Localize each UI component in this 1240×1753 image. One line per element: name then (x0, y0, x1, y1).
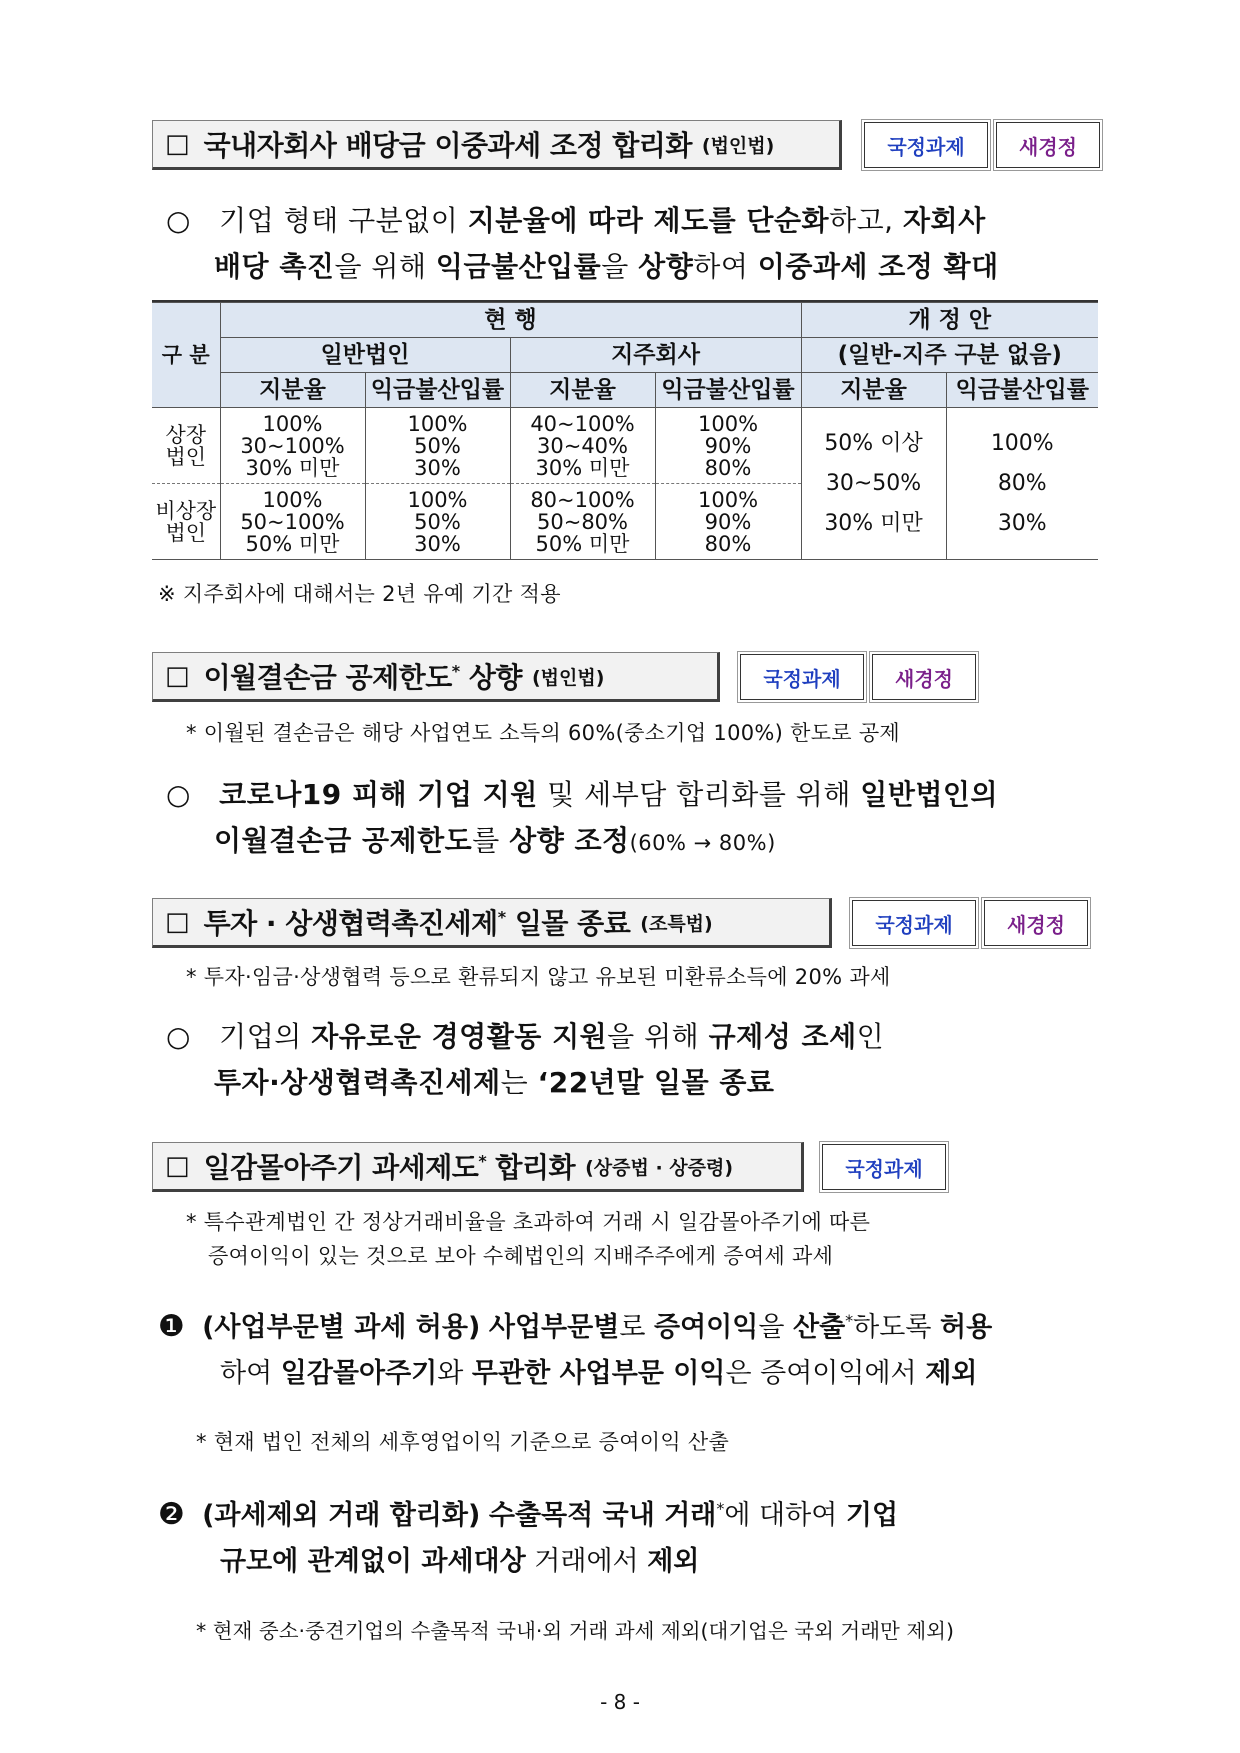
section1-header (152, 120, 1100, 170)
section4-title-bar (152, 1142, 804, 1192)
section4-item2 (158, 1486, 898, 1585)
listed-gen-share: 100% 30~100% 30% 미만 (220, 408, 365, 484)
section4-header (152, 1142, 947, 1192)
item2-line1: ❷ (과세제외 거래 합리화) 수출목적 국내 거래*에 대하여 기업 (158, 1497, 899, 1532)
section1-law: (법인법) (701, 134, 775, 157)
section3-law: (조특법) (640, 912, 713, 935)
section4-title: 일감몰아주기 과세제도* 합리화 (203, 1151, 576, 1184)
row-listed-label: 상장 법인 (152, 408, 220, 484)
section3-title-bar (152, 898, 832, 948)
section2-paragraph (166, 772, 998, 866)
section3-line1: ○ 기업의 자유로운 경영활동 지원을 위해 규제성 조세인 (166, 1020, 885, 1053)
checkbox-icon: □ (165, 129, 190, 159)
section3-line2: 투자·상생협력촉진세제는 ‘22년말 일몰 종료 (214, 1066, 775, 1099)
col-excl-hold: 익금불산입률 (655, 373, 801, 408)
unlisted-gen-share: 100% 50~100% 50% 미만 (220, 484, 365, 560)
table-general-corp-header: 일반법인 (220, 338, 510, 373)
table-gubun-header: 구 분 (152, 303, 220, 408)
tag-national-agenda: 국정과제 (852, 900, 976, 946)
number-2-icon: ❷ (158, 1497, 185, 1532)
col-share-gen: 지분율 (220, 373, 365, 408)
checkbox-icon: □ (165, 907, 190, 937)
section2-note: * 이월된 결손금은 해당 사업연도 소득의 60%(중소기업 100%) 한도로 공제 (186, 721, 901, 745)
section2-line1: ○ 코로나19 피해 기업 지원 및 세부담 합리화를 위해 일반법인의 (166, 778, 999, 811)
section4-item1 (158, 1298, 992, 1397)
section1-paragraph (166, 198, 999, 290)
section2-header (152, 652, 982, 702)
col-share-proposal: 지분율 (801, 373, 946, 408)
unlisted-hold-share: 80~100% 50~80% 50% 미만 (510, 484, 655, 560)
col-excl-gen: 익금불산입률 (365, 373, 510, 408)
section2-title: 이월결손금 공제한도* 상향 (203, 661, 522, 694)
tag-national-agenda: 국정과제 (740, 654, 864, 700)
section3-paragraph (166, 1014, 884, 1106)
page-number: - 8 - (600, 1690, 640, 1714)
section3-header (152, 898, 1092, 948)
tag-national-agenda: 국정과제 (822, 1144, 946, 1190)
table-proposal-sub-header: (일반-지주 구분 없음) (801, 338, 1098, 373)
section4-law: (상증법 · 상증령) (585, 1156, 734, 1179)
section2-title-bar (152, 652, 720, 702)
bullet-icon: ○ (166, 778, 191, 811)
tag-new-economy: 새경정 (984, 900, 1088, 946)
bullet-icon: ○ (166, 1020, 191, 1053)
section3-title: 투자 · 상생협력촉진세제* 일몰 종료 (203, 907, 631, 940)
checkbox-icon: □ (165, 661, 190, 691)
unlisted-hold-excl: 100% 90% 80% (655, 484, 801, 560)
proposal-share-cell: 50% 이상 30~50% 30% 미만 (801, 408, 946, 560)
col-share-hold: 지분율 (510, 373, 655, 408)
item2-line2: 규모에 관계없이 과세대상 거래에서 제외 (220, 1546, 700, 1577)
bullet-icon: ○ (166, 204, 191, 237)
section1-title-bar (152, 120, 842, 170)
dividend-table (152, 302, 1098, 560)
item1-line2: 하여 일감몰아주기와 무관한 사업부문 이익은 증여이익에서 제외 (220, 1358, 978, 1389)
table-current-header: 현 행 (220, 303, 801, 338)
listed-gen-excl: 100% 50% 30% (365, 408, 510, 484)
tag-new-economy: 새경정 (996, 122, 1100, 168)
listed-hold-excl: 100% 90% 80% (655, 408, 801, 484)
item2-note: * 현재 중소·중견기업의 수출목적 국내·외 거래 과세 제외(대기업은 국외 거래만 제외) (196, 1619, 954, 1643)
section1-title: 국내자회사 배당금 이중과세 조정 합리화 (203, 129, 692, 162)
listed-hold-share: 40~100% 30~40% 30% 미만 (510, 408, 655, 484)
table-holding-corp-header: 지주회사 (510, 338, 801, 373)
section2-line2: 이월결손금 공제한도를 상향 조정(60% → 80%) (214, 824, 776, 857)
number-1-icon: ❶ (158, 1309, 185, 1344)
col-excl-proposal: 익금불산입률 (946, 373, 1098, 408)
checkbox-icon: □ (165, 1151, 190, 1181)
item1-note: * 현재 법인 전체의 세후영업이익 기준으로 증여이익 산출 (196, 1430, 730, 1454)
unlisted-gen-excl: 100% 50% 30% (365, 484, 510, 560)
section3-note: * 투자·임금·상생협력 등으로 환류되지 않고 유보된 미환류소득에 20% 과세 (186, 965, 891, 989)
tag-new-economy: 새경정 (872, 654, 976, 700)
proposal-excl-cell: 100% 80% 30% (946, 408, 1098, 560)
tag-national-agenda: 국정과제 (864, 122, 988, 168)
section1-footnote: ※ 지주회사에 대해서는 2년 유예 기간 적용 (158, 582, 561, 606)
table-proposal-header: 개 정 안 (801, 303, 1098, 338)
section2-law: (법인법) (532, 666, 605, 689)
item1-line1: ❶ (사업부문별 과세 허용) 사업부문별로 증여이익을 산출*하도록 허용 (158, 1309, 993, 1344)
section4-note: * 특수관계법인 간 정상거래비율을 초과하여 거래 시 일감몰아주기에 따른 증여이익이 있는 것으로 보아 수혜법인의 지배주주에게 증여세 과세 (186, 1210, 871, 1268)
row-unlisted-label: 비상장 법인 (152, 484, 220, 560)
section1-line2: 배당 촉진을 위해 익금불산입률을 상향하여 이중과세 조정 확대 (214, 250, 999, 283)
section1-line1: ○ 기업 형태 구분없이 지분율에 따라 제도를 단순화하고, 자회사 (166, 204, 986, 237)
